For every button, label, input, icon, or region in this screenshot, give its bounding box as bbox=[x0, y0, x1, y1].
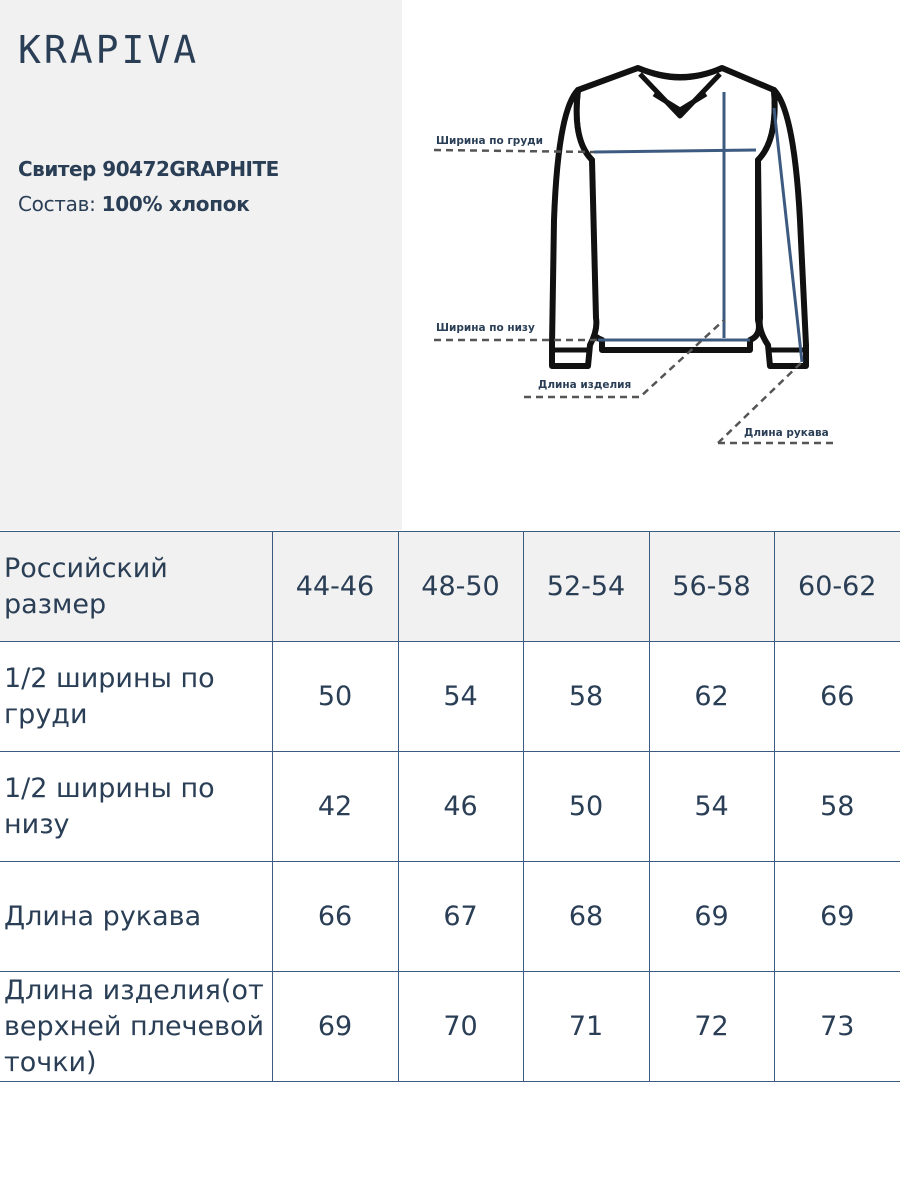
table-row bbox=[0, 752, 900, 862]
product-title: Свитер 90472GRAPHITE bbox=[18, 157, 279, 181]
table-cell: 54 bbox=[649, 752, 774, 862]
table-cell: 58 bbox=[523, 642, 649, 752]
table-cell: 68 bbox=[523, 862, 649, 972]
table-cell: 50 bbox=[272, 642, 398, 752]
row-label: Длина изделия(от верхней плечевой точки) bbox=[0, 972, 272, 1082]
bottom-width-label: Ширина по низу bbox=[436, 322, 535, 334]
table-cell: 46 bbox=[398, 752, 523, 862]
table-cell: 67 bbox=[398, 862, 523, 972]
table-cell: 72 bbox=[649, 972, 774, 1082]
sweater-measurement-diagram bbox=[402, 0, 900, 530]
info-panel bbox=[0, 0, 402, 530]
composition-value: 100% хлопок bbox=[101, 192, 250, 216]
table-header-row bbox=[0, 532, 900, 642]
table-cell: 50 bbox=[523, 752, 649, 862]
table-cell: 69 bbox=[272, 972, 398, 1082]
table-cell: 62 bbox=[649, 642, 774, 752]
table-row bbox=[0, 642, 900, 752]
size-col-header: 52-54 bbox=[523, 532, 649, 642]
row-label: 1/2 ширины по груди bbox=[0, 642, 272, 752]
product-composition bbox=[18, 192, 249, 216]
table-cell: 42 bbox=[272, 752, 398, 862]
composition-label: Состав: bbox=[18, 192, 102, 216]
row-label: 1/2 ширины по низу bbox=[0, 752, 272, 862]
table-row bbox=[0, 862, 900, 972]
size-col-header: 48-50 bbox=[398, 532, 523, 642]
item-length-label: Длина изделия bbox=[538, 379, 632, 391]
chest-width-label: Ширина по груди bbox=[436, 135, 544, 147]
table-cell: 71 bbox=[523, 972, 649, 1082]
table-cell: 69 bbox=[774, 862, 900, 972]
size-col-header: 44-46 bbox=[272, 532, 398, 642]
table-cell: 69 bbox=[649, 862, 774, 972]
row-label: Длина рукава bbox=[0, 862, 272, 972]
table-row bbox=[0, 972, 900, 1082]
table-cell: 54 bbox=[398, 642, 523, 752]
table-cell: 66 bbox=[774, 642, 900, 752]
size-col-header: 56-58 bbox=[649, 532, 774, 642]
size-table bbox=[0, 531, 900, 1082]
table-cell: 73 bbox=[774, 972, 900, 1082]
sleeve-length-label: Длина рукава bbox=[744, 427, 829, 439]
size-col-header: 60-62 bbox=[774, 532, 900, 642]
table-cell: 66 bbox=[272, 862, 398, 972]
table-cell: 58 bbox=[774, 752, 900, 862]
size-header-label: Российский размер bbox=[0, 532, 272, 642]
table-cell: 70 bbox=[398, 972, 523, 1082]
brand-logo: KRAPIVA bbox=[18, 28, 200, 72]
